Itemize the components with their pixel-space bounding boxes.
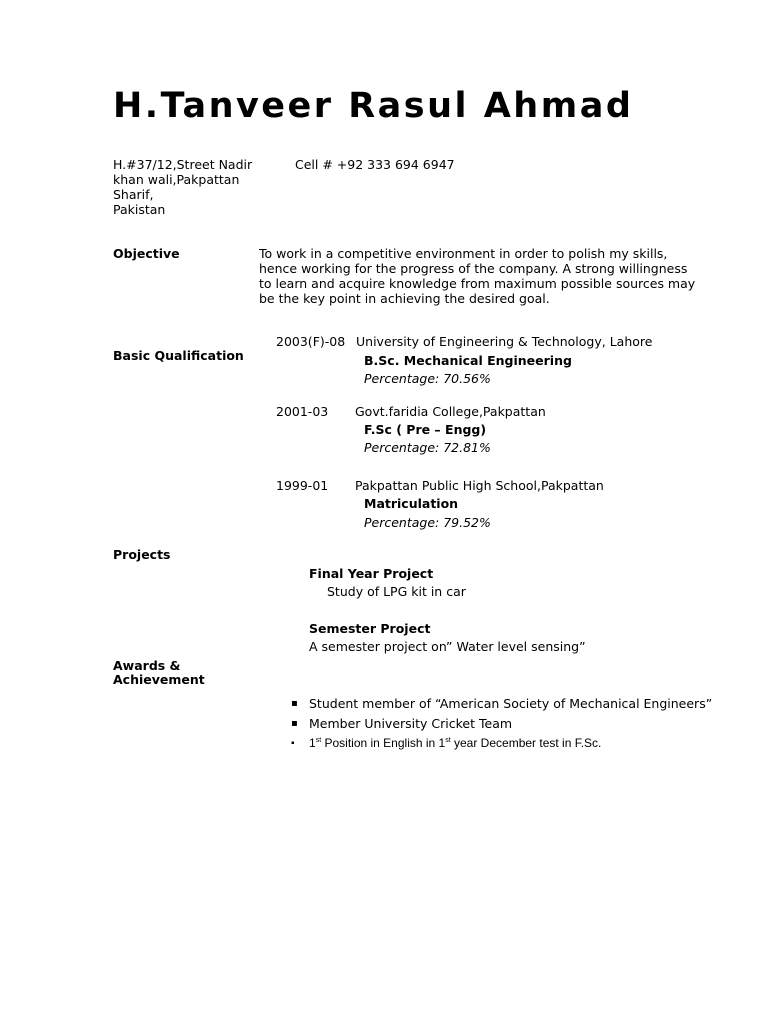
objective-label: Objective xyxy=(113,246,180,261)
qualification-institute: University of Engineering & Technology, Lahore xyxy=(356,334,653,349)
qualification-year: 2001-03 xyxy=(276,404,329,419)
award-item: ▪ Member University Cricket Team xyxy=(291,716,712,736)
award-text: 1 xyxy=(309,736,316,750)
qualification-percentage: Percentage: 70.56% xyxy=(364,371,491,386)
qualification-year: 1999-01 xyxy=(276,478,329,493)
qualification-percentage: Percentage: 79.52% xyxy=(364,515,491,530)
project-title: Final Year Project xyxy=(309,566,434,581)
award-text: year December test in F.Sc. xyxy=(450,736,602,750)
qualification-label: Basic Qualification xyxy=(113,348,244,363)
awards-label-line: Awards & xyxy=(113,658,181,673)
award-item: ▪ Student member of “American Society of Mechanical Engineers” xyxy=(291,696,712,716)
address-line: H.#37/12,Street Nadir xyxy=(113,157,253,172)
award-item xyxy=(291,736,712,756)
project-title: Semester Project xyxy=(309,621,431,636)
project-description: Study of LPG kit in car xyxy=(327,584,466,599)
address-block xyxy=(113,157,252,217)
resume-name: H.Tanveer Rasul Ahmad xyxy=(113,86,634,126)
address-line: Sharif, xyxy=(113,187,154,202)
address-line: Pakistan xyxy=(113,202,166,217)
award-text: Position in English in 1 xyxy=(321,736,446,750)
qualification-institute: Govt.faridia College,Pakpattan xyxy=(355,404,546,419)
qualification-degree: F.Sc ( Pre – Engg) xyxy=(364,422,487,437)
objective-line: be the key point in achieving the desired goal. xyxy=(259,291,550,306)
objective-line: To work in a competitive environment in order to polish my skills, xyxy=(259,246,668,261)
qualification-degree: Matriculation xyxy=(364,496,459,511)
objective-line: to learn and acquire knowledge from maximum possible sources may xyxy=(259,276,696,291)
projects-label: Projects xyxy=(113,547,171,562)
qualification-degree: B.Sc. Mechanical Engineering xyxy=(364,353,572,368)
objective-line: hence working for the progress of the company. A strong willingness xyxy=(259,261,688,276)
objective-text xyxy=(259,246,695,306)
qualification-year: 2003(F)-08 xyxy=(276,334,346,349)
award-superscript: st xyxy=(315,737,322,744)
qualification-institute: Pakpattan Public High School,Pakpattan xyxy=(355,478,604,493)
cell-number: Cell # +92 333 694 6947 xyxy=(295,157,455,172)
address-line: khan wali,Pakpattan xyxy=(113,172,240,187)
project-description: A semester project on” Water level sensing” xyxy=(309,639,586,654)
awards-list xyxy=(291,696,712,756)
qualification-percentage: Percentage: 72.81% xyxy=(364,440,491,455)
awards-label-line: Achievement xyxy=(113,672,205,687)
award-superscript: st xyxy=(445,737,451,744)
awards-label xyxy=(113,659,205,687)
